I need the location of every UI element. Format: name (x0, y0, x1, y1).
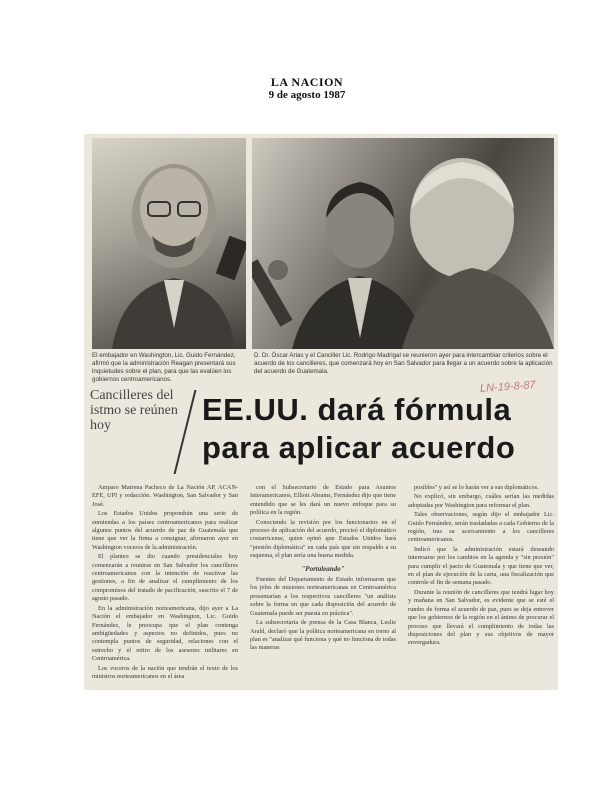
meeting-illustration (252, 138, 554, 349)
portrait-illustration (92, 138, 246, 349)
photo-caption-ambassador: El embajador en Washington, Lic. Guido Fernández, afirmó que la administración Reagan presentará sus inquietudes sobre el plan, para que las evalúen los gobiernos centroamericanos. (92, 352, 236, 383)
article-column-1 (92, 484, 238, 682)
article-paragraph: Indicó que la administración estará deseando interesarse por los cambios en la agenda y "sin presión" para cumplir el pacto de Guatemala y que tiene que ver, en el plan de ejecución de la carta, una fiscalización que controle el fin de semana pasado. (408, 545, 554, 587)
article-paragraph: En la administración norteamericana, dijo ayer a La Nación el embajador en Washington, Lic. Guido Fernández, le preocupa que el plan contenga ambigüedades y aspectos no definidos, pues no contempla puntos de seguridad, relaciones con el estrecho y el retiro de los asesores militares en Centroamérica. (92, 604, 238, 663)
main-headline: EE.UU. dará fórmula para aplicar acuerdo (202, 392, 516, 465)
article-paragraph: Durante la reunión de cancilleres que tendrá lugar hoy y mañana en San Salvador, es evidente que se esté el rumbo de forma el acuerdo de paz, pues se deja entrever que los gobiernos de la región en el ánimo de procurar el proceso que llevará el cumplimiento de todas las disposiciones del plan y sus objetivos de mayor envergadura. (408, 588, 554, 647)
article-paragraph: No explicó, sin embargo, cuáles serían las medidas adoptadas por Washington para reformar el plan. (408, 493, 554, 509)
photo-caption-meeting: D. Dr. Óscar Arias y el Canciller Lic. Rodrigo Madrigal se reunieron ayer para intercambiar criterios sobre el acuerdo de los cancilleres, que comenzará hoy en San Salvador para llegar a un acuerdo sobre la aplicación del acuerdo de Guatemala. (254, 352, 553, 375)
article-paragraph: Fuentes del Departamento de Estado informaron que los jefes de misiones norteamericanas en Centroamérica presentarían a los respectivos cancilleres "un análisis sobre la forma en que cada disposición del acuerdo de Guatemala puede ser puesta en práctica". (250, 576, 396, 617)
article-column-3 (408, 484, 554, 649)
article-paragraph: posibles" y así se lo harán ver a sus diplomáticos. (414, 484, 539, 491)
article-paragraph: con el Subsecretario de Estado para Asuntos Interamericanos, Elliott Abrams, Fernández dijo que tiene entendido que se les dará un nuevo enfoque para su política en la región. (250, 484, 396, 517)
article-paragraph: Amparo Mairena Pacheco de La Nación AP, ACAN-EFE, UPI y redacción. Washington, San Salvador y San José. (92, 484, 238, 508)
article-paragraph: Los voceros de la nación que tendrán el texto de los ministros norteamericanos en el área (92, 664, 238, 680)
article-column-2 (250, 484, 396, 654)
article-paragraph: Conociendo la revisión por los funcionarios en el proceso de aplicación del acuerdo, precisó el diplomático costarricense, quien opinó que Estados Unidos hará "presión diplomática" en cada país que sin respaldo a su esquema, el plan sería una buena medida. (250, 518, 396, 560)
article-paragraph: El planteo se dio cuando presidenciales hoy comenzarán a reunirse en San Salvador los cancilleres centroamericanos con la intención de reactivar las gestiones, a fin de analizar el cumplimiento de los compromisos del tratado de pacificación, suscrito el 7 de agosto pasado. (92, 553, 238, 603)
photo-arias-madrigal (252, 138, 554, 349)
clipping (84, 134, 558, 690)
archive-stamp: LN-19-8-87 (479, 379, 536, 395)
article-paragraph: La subsecretaria de prensa de la Casa Blanca, Leslie Arahl, declaró que la política norteamericana en torno al plan es "analizar qué funciona y qué no funciona de todas las maneras (250, 619, 396, 652)
article-paragraph: Tales observaciones, según dijo el embajador Lic. Guido Fernández, serán trasladadas a cada Gobierno de la región, tras su acercamiento a los cancilleres centroamericanos. (408, 511, 554, 544)
article-paragraph: Los Estados Unidos propondrán una serie de enmiendas a los países centroamericanos para realizar algunos puntos del acuerdo de paz de Guatemala que tiene que ver la firma a consignar, afirmaron ayer en Washington voceros de la administración. (92, 510, 238, 551)
article-subhead: "Portaleando" (301, 564, 345, 573)
publication-name: LA NACION (270, 75, 344, 89)
kicker-headline: Cancilleres del istmo se reúnen hoy (90, 388, 178, 433)
publication-date: 9 de agosto 1987 (268, 89, 346, 101)
photo-ambassador (92, 138, 246, 349)
